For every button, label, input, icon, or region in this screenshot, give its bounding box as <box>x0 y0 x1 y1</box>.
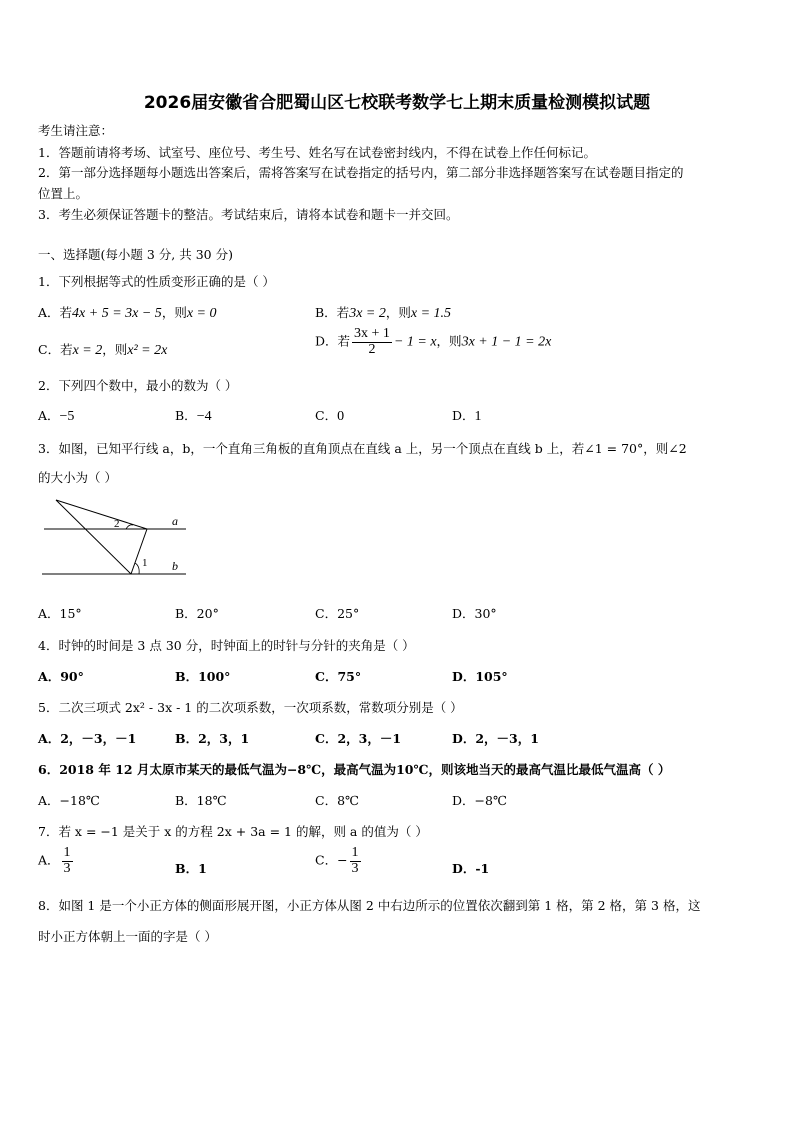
q1-d-rest: − 1 = x <box>393 334 437 350</box>
notice-item-2-cont: 位置上。 <box>38 186 89 201</box>
q4-option-b[interactable]: B．100° <box>175 669 231 684</box>
q1-c-mid: ，则 <box>102 342 128 357</box>
q7-option-a[interactable] <box>38 846 75 876</box>
q1-d-denominator: 2 <box>368 341 376 357</box>
q7-a-denominator: 3 <box>63 860 71 876</box>
angle-1-arc <box>135 563 139 574</box>
notice-item-1: 1．答题前请将考场、试室号、座位号、考生号、姓名写在试卷密封线内，不得在试卷上作任何标记。 <box>38 145 596 160</box>
q5-option-d[interactable]: D．2，－3，1 <box>452 731 539 746</box>
q1-d-label: D．若 <box>315 333 351 349</box>
q3-option-a[interactable]: A．15° <box>38 606 82 621</box>
q3-figure <box>38 495 198 585</box>
triangle-side-2 <box>56 500 147 529</box>
q7-a-label: A． <box>38 852 60 868</box>
q1-d-fraction <box>352 327 392 357</box>
q2-option-c[interactable] <box>315 406 344 425</box>
q8-stem-cont: 时小正方体朝上一面的字是（ ） <box>38 929 217 944</box>
q6-option-d[interactable]: D．−8℃ <box>452 793 507 808</box>
q2-b-label: B． <box>175 408 197 423</box>
notice-heading: 考生请注意： <box>38 123 114 138</box>
q3-option-b[interactable]: B．20° <box>175 606 219 621</box>
q1-b-math2: x = 1.5 <box>410 306 452 321</box>
q1-option-c[interactable] <box>38 340 167 359</box>
q3-option-d[interactable]: D．30° <box>452 606 497 621</box>
q6-option-b[interactable]: B．18℃ <box>175 793 227 808</box>
q5-option-a[interactable]: A．2，－3，－1 <box>38 731 137 746</box>
q7-c-fraction <box>350 846 361 876</box>
label-angle-2: 2 <box>114 518 120 530</box>
q7-c-label: C．− <box>315 852 348 868</box>
q7-option-c[interactable] <box>315 846 363 876</box>
q7-c-numerator: 1 <box>351 845 359 860</box>
q7-option-d[interactable]: D．-1 <box>452 861 490 876</box>
q4-option-a[interactable]: A．90° <box>38 669 84 684</box>
q4-stem: 4．时钟的时间是 3 点 30 分，时钟面上的时针与分针的夹角是（ ） <box>38 638 415 653</box>
notice-item-2: 2．第一部分选择题每小题选出答案后，需将答案写在试卷指定的括号内，第二部分非选择题答案写在试卷题目指定的 <box>38 165 684 180</box>
q2-option-a[interactable] <box>38 406 74 425</box>
q5-stem: 5．二次三项式 2x² - 3x - 1 的二次项系数，一次项系数，常数项分别是（ ） <box>38 700 463 715</box>
q5-option-b[interactable]: B．2，3，1 <box>175 731 250 746</box>
q7-stem: 7．若 x = −1 是关于 x 的方程 2x + 3a = 1 的解，则 a 的值为（ ） <box>38 824 428 839</box>
q7-a-numerator: 1 <box>63 845 71 860</box>
q1-d-numerator: 3x + 1 <box>354 326 390 341</box>
q1-d-math2: 3x + 1 − 1 = 2x <box>461 334 552 350</box>
q6-option-c[interactable]: C．8℃ <box>315 793 360 808</box>
q1-stem: 1．下列根据等式的性质变形正确的是（ ） <box>38 274 275 289</box>
q3-stem-cont: 的大小为（ ） <box>38 470 117 485</box>
q6-stem: 6．2018 年 12 月太原市某天的最低气温为−8℃，最高气温为10℃，则该地当天的最高气温比最低气温高（ ） <box>38 762 671 777</box>
q2-d-label: D． <box>452 408 475 423</box>
q4-option-d[interactable]: D．105° <box>452 669 508 684</box>
q2-c-value: 0 <box>337 409 345 424</box>
q3-option-c[interactable]: C．25° <box>315 606 360 621</box>
q2-b-value: −4 <box>196 409 212 424</box>
q1-c-math2: x² = 2x <box>127 343 168 358</box>
q5-option-c[interactable]: C．2，3，－1 <box>315 731 402 746</box>
q6-option-a[interactable]: A．−18℃ <box>38 793 100 808</box>
q4-option-c[interactable]: C．75° <box>315 669 362 684</box>
q7-option-b[interactable]: B．1 <box>175 861 207 876</box>
q1-b-label: B．若 <box>315 305 350 320</box>
q1-a-label: A．若 <box>38 305 73 320</box>
q7-a-fraction <box>62 846 73 876</box>
q2-d-value: 1 <box>474 409 482 424</box>
q1-option-b[interactable] <box>315 303 451 322</box>
q1-c-label: C．若 <box>38 342 73 357</box>
q2-c-label: C． <box>315 408 338 423</box>
q7-c-denominator: 3 <box>351 860 359 876</box>
q1-option-d[interactable] <box>315 327 551 357</box>
q8-stem: 8．如图 1 是一个小正方体的侧面形展开图，小正方体从图 2 中右边所示的位置依次翻到第 1 格，第 2 格，第 3 格，这 <box>38 898 701 913</box>
q2-stem: 2．下列四个数中，最小的数为（ ） <box>38 378 238 393</box>
q1-option-a[interactable] <box>38 303 217 322</box>
label-angle-1: 1 <box>142 557 148 569</box>
q2-option-b[interactable] <box>175 406 212 425</box>
q1-c-math: x = 2 <box>72 343 103 358</box>
q1-a-math2: x = 0 <box>186 306 217 321</box>
notice-item-3: 3．考生必须保证答题卡的整洁。考试结束后，请将本试卷和题卡一并交回。 <box>38 207 459 222</box>
q1-b-mid: ，则 <box>385 305 411 320</box>
q1-b-math: 3x = 2 <box>349 306 386 321</box>
q2-a-label: A． <box>38 408 60 423</box>
angle-2-arc <box>126 525 133 529</box>
label-b: b <box>172 559 178 573</box>
section-heading: 一、选择题(每小题 3 分, 共 30 分) <box>38 247 233 262</box>
q2-option-d[interactable] <box>452 406 482 425</box>
q3-stem: 3．如图，已知平行线 a，b，一个直角三角板的直角顶点在直线 a 上，另一个顶点在直线 b 上，若∠1 = 70°，则∠2 <box>38 441 687 456</box>
q1-a-math: 4x + 5 = 3x − 5 <box>72 306 162 321</box>
triangle-side-1 <box>56 500 131 574</box>
q1-d-mid: ，则 <box>436 333 462 349</box>
q2-a-value: −5 <box>59 409 75 424</box>
q1-a-mid: ，则 <box>161 305 187 320</box>
label-a: a <box>172 514 178 528</box>
page-title: 2026届安徽省合肥蜀山区七校联考数学七上期末质量检测模拟试题 <box>143 93 651 113</box>
